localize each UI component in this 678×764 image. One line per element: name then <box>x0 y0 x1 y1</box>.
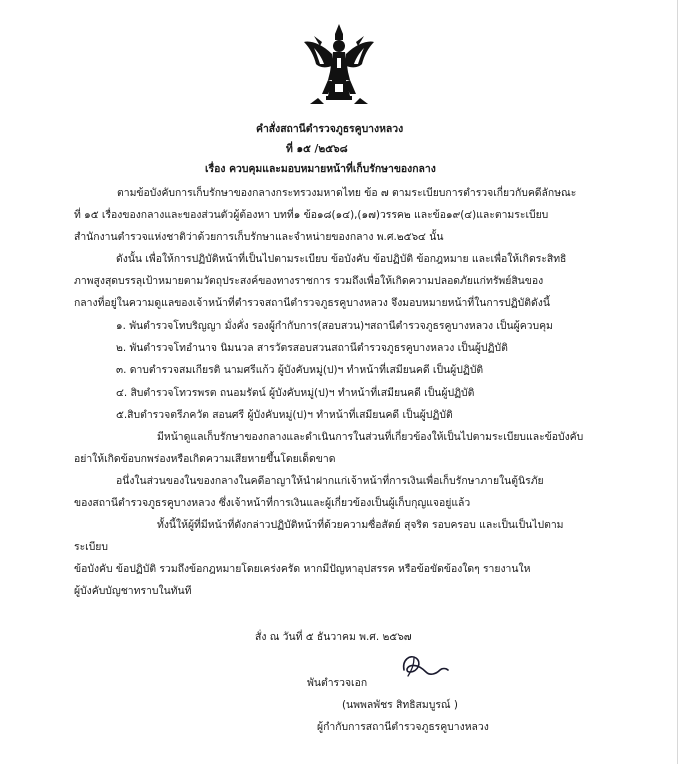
closing-line: ผู้บังคับบัญชาทราบในทันที <box>74 585 192 597</box>
order-number: ที่ ๑๕ /๒๕๖๘ <box>286 143 348 155</box>
assignment-item: ๑. พันตำรวจโทบริญญา มั่งคั่ง รองผู้กำกับการ(สอบสวน)ฯสถานีตำรวจภูธรคูบางหลวง เป็นผู้ควบคุม <box>116 320 553 332</box>
preamble-line: ที่ ๑๕ เรื่องของกลางและของส่วนตัวผู้ต้องหา บทที่๑ ข้อ๑๘(๑๔),(๑๗)วรรค๒ และข้อ๑๙(๔)และตามระเบียบ <box>74 209 549 221</box>
closing-line: ทั้งนี้ให้ผู้ที่มีหน้าที่ดังกล่าวปฏิบัติหน้าที่ด้วยความซื่อสัตย์ สุจริต รอบครอบ และเป็นเป็นไปตาม <box>157 519 564 531</box>
assignment-item: ๔. สิบตำรวจโทวรพรต ถนอมรัตน์ ผู้บังคับหมู่(ป)ฯ ทำหน้าที่เสมียนคดี เป็นผู้ปฏิบัติ <box>116 387 475 399</box>
cash-line: อนึ่งในส่วนของในของกลางในคดีอาญาให้นำฝากแก่เจ้าหน้าที่การเงินเพื่อเก็บรักษาภายในตู้นิรภัย <box>116 475 544 487</box>
preamble-line: ตามข้อบังคับการเก็บรักษาของกลางกระทรวงมหาดไทย ข้อ ๗ ตามระเบียบการตำรวจเกี่ยวกับคดีลักษณะ <box>117 187 577 199</box>
preamble-line: สำนักงานตำรวจแห่งชาติว่าด้วยการเก็บรักษาและจำหน่ายของกลาง พ.ศ.๒๕๖๔ นั้น <box>74 231 444 243</box>
assignment-item: ๕.สิบตำรวจตรีภควัต สอนศรี ผู้บังคับหมู่(ป)ฯ ทำหน้าที่เสมียนคดี เป็นผู้ปฏิบัติ <box>116 409 453 421</box>
signer-name: (นพพลพัชร สิทธิสมบูรณ์ ) <box>342 699 458 711</box>
duties-line: อย่าให้เกิดข้อบกพร่องหรือเกิดความเสียหายขึ้นโดยเด็ดขาด <box>74 453 336 465</box>
intro-line: กลางที่อยู่ในความดูแลของเจ้าหน้าที่ตำรวจสถานีตำรวจภูธรคูบางหลวง จึงมอบหมายหน้าที่ในการปฏิบัติดังนี้ <box>74 297 550 309</box>
order-subject: เรื่อง ควบคุมและมอบหมายหน้าที่เก็บรักษาของกลาง <box>205 163 436 175</box>
order-date: สั่ง ณ วันที่ ๕ ธันวาคม พ.ศ. ๒๕๖๗ <box>255 631 412 643</box>
order-title: คำสั่งสถานีตำรวจภูธรคูบางหลวง <box>256 123 404 135</box>
signature <box>396 652 452 680</box>
closing-line: ระเบียบ <box>74 541 108 553</box>
signer-rank: พันตำรวจเอก <box>307 677 368 689</box>
garuda-emblem <box>302 22 376 106</box>
duties-line: มีหน้าดูแลเก็บรักษาของกลางและดำเนินการในส่วนที่เกี่ยวข้องให้เป็นไปตามระเบียบและข้อบังคับ <box>157 431 584 443</box>
intro-line: ดังนั้น เพื่อให้การปฏิบัติหน้าที่เป็นไปตามระเบียบ ข้อบังคับ ข้อปฏิบัติ ข้อกฎหมาย และเพื่อให้เกิดระสิทธิ <box>116 253 567 265</box>
intro-line: ภาพสูงสุดบรรลุเป้าหมายตามวัตถุประสงค์ของทางราชการ รวมถึงเพื่อให้เกิดความปลอดภัยแก่ทรัพย์สินของ <box>74 275 544 287</box>
assignment-item: ๒. พันตำรวจโทอำนาจ นิมนวล สารวัตรสอบสวนสถานีตำรวจภูธรคูบางหลวง เป็นผู้ปฏิบัติ <box>116 342 508 354</box>
cash-line: ของสถานีตำรวจภูธรคูบางหลวง ซึ่งเจ้าหน้าที่การเงินและผู้เกี่ยวข้องเป็นผู้เก็บกุญแจอยู่แล้ว <box>74 497 471 509</box>
assignment-item: ๓. ดาบตำรวจสมเกียรติ นามศรีแก้ว ผู้บังคับหมู่(ป)ฯ ทำหน้าที่เสมียนคดี เป็นผู้ปฏิบัติ <box>116 364 484 376</box>
signer-position: ผู้กำกับการสถานีตำรวจภูธรคูบางหลวง <box>317 721 489 733</box>
closing-line: ข้อบังคับ ข้อปฏิบัติ รวมถึงข้อกฎหมายโดยเคร่งครัด หากมีปัญหาอุปสรรค หรือข้อขัดข้องใดๆ รายงานให <box>74 563 531 575</box>
